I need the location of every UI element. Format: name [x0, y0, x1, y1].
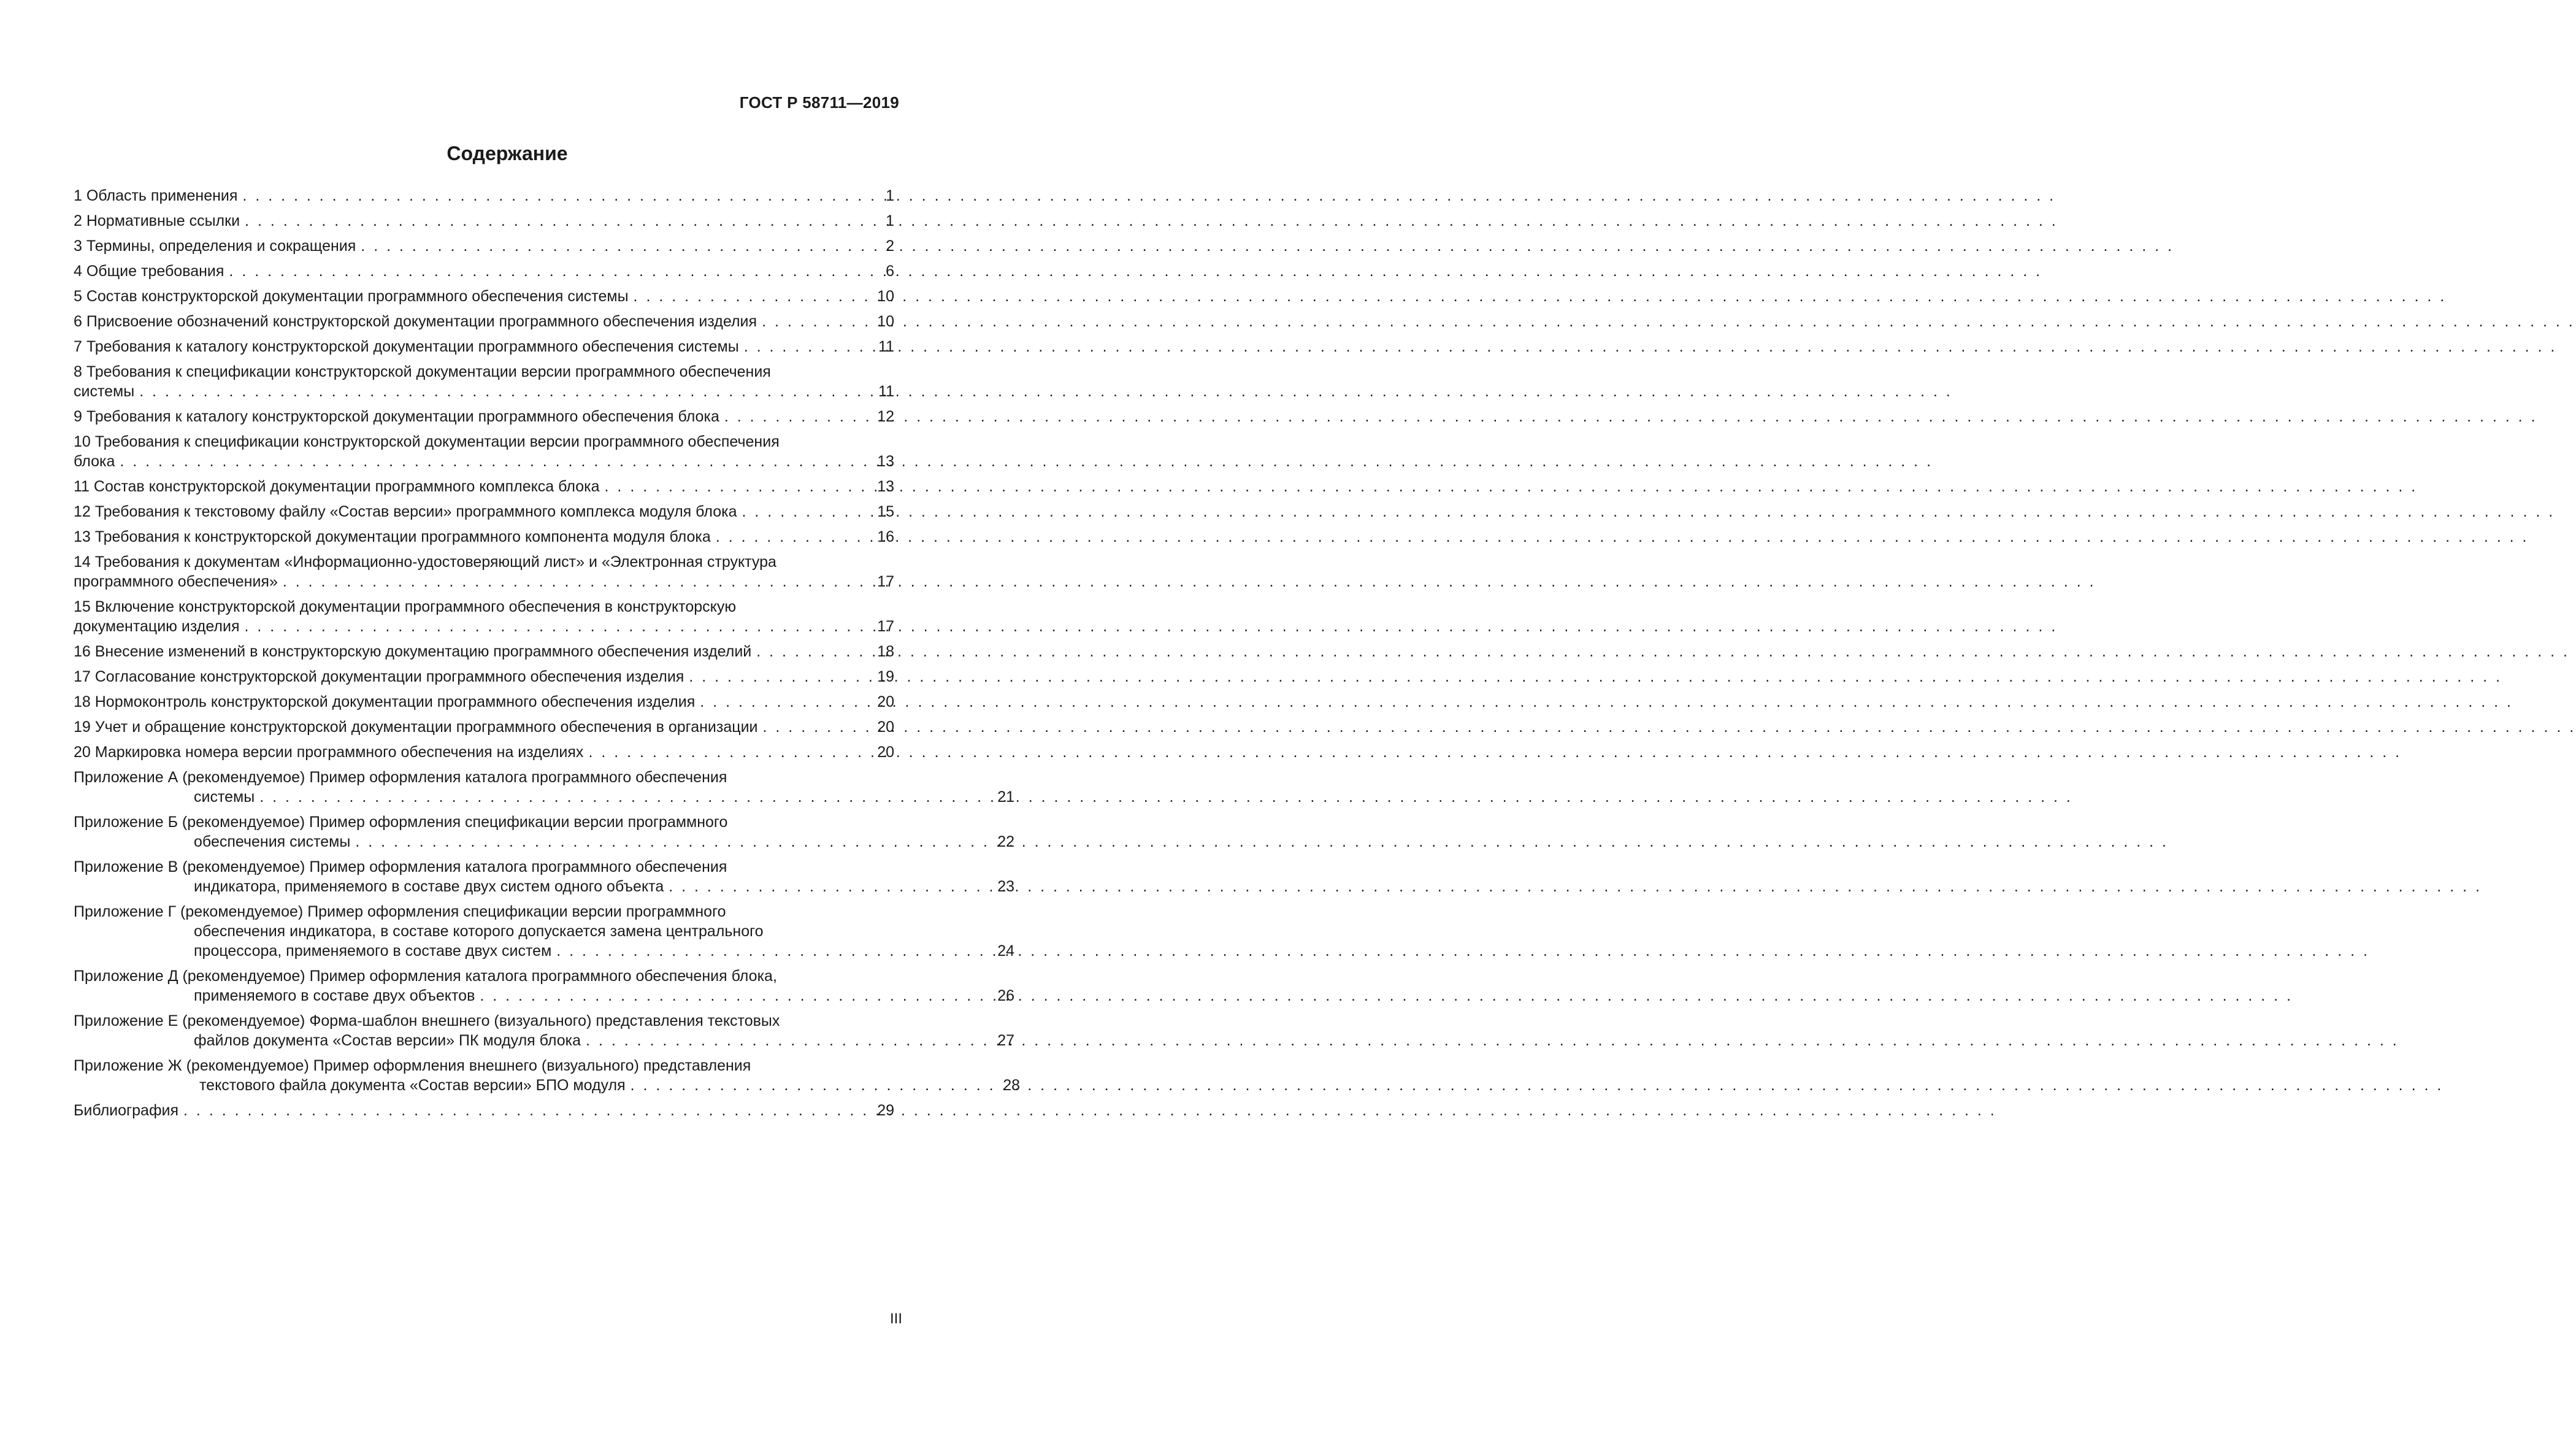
- leader-dots: [556, 941, 994, 961]
- toc-entry-14[interactable]: [74, 552, 894, 591]
- toc-entry-text-cont: системы: [74, 383, 135, 400]
- toc-entry-text-cont: блока: [74, 453, 115, 470]
- toc-bibliography[interactable]: [74, 1101, 894, 1120]
- toc-entry-text: 13 Требования к конструкторской документации программного компонента модуля блока: [74, 528, 711, 545]
- toc-annex-text-cont: файлов документа «Состав версии» ПК модуля блока: [194, 1032, 581, 1049]
- leader-dots: [631, 1075, 1000, 1095]
- toc-entry-text: 17 Согласование конструкторской документации программного обеспечения изделия: [74, 668, 684, 685]
- document-code: ГОСТ Р 58711—2019: [739, 93, 899, 112]
- toc-entry-5[interactable]: [74, 287, 894, 306]
- toc-annex-text: Приложение В (рекомендуемое) Пример оформления каталога программного обеспечения: [74, 858, 727, 875]
- toc-annex-text: Приложение Д (рекомендуемое) Пример оформления каталога программного обеспечения блока,: [74, 968, 777, 985]
- toc-entry-text: 7 Требования к каталогу конструкторской документации программного обеспечения системы: [74, 338, 739, 355]
- leader-dots: [700, 692, 873, 712]
- toc-entry-6[interactable]: [74, 312, 894, 331]
- toc-entry-text: 11 Состав конструкторской документации программного комплекса блока: [74, 478, 600, 495]
- leader-dots: [605, 477, 874, 496]
- toc-entry-13[interactable]: [74, 527, 894, 547]
- toc-entry-1[interactable]: [74, 186, 894, 206]
- toc-page-number: 10: [877, 313, 894, 330]
- toc-entry-text-cont: документацию изделия: [74, 618, 240, 635]
- leader-dots: [586, 1031, 994, 1050]
- toc-annex-text: Приложение А (рекомендуемое) Пример оформления каталога программного обеспечения: [74, 769, 727, 786]
- leader-dots: [724, 407, 873, 426]
- toc-annex-text-cont: обеспечения индикатора, в составе которого допускается замена центрального: [194, 923, 764, 940]
- toc-entry-7[interactable]: [74, 337, 894, 356]
- leader-dots: [716, 527, 873, 547]
- toc-page-number: 26: [997, 987, 1014, 1004]
- leader-dots: [361, 236, 882, 256]
- toc-entry-2[interactable]: [74, 211, 894, 231]
- leader-dots: [669, 877, 994, 896]
- toc-entry-18[interactable]: [74, 692, 894, 712]
- toc-annex-text: Приложение Г (рекомендуемое) Пример оформления спецификации версии программного: [74, 903, 726, 920]
- toc-entry-text: 3 Термины, определения и сокращения: [74, 237, 356, 255]
- toc-entry-15[interactable]: [74, 597, 894, 636]
- leader-dots: [762, 312, 873, 331]
- leader-dots: [120, 452, 873, 471]
- toc-entry-text: 1 Область применения: [74, 187, 238, 204]
- toc-annex-text-cont: применяемого в составе двух объектов: [194, 987, 475, 1004]
- toc-annex-d[interactable]: [74, 966, 1014, 1006]
- toc-annex-a[interactable]: [74, 768, 1014, 807]
- toc-page-number: 1: [886, 187, 894, 204]
- toc-entry-text: Библиография: [74, 1102, 179, 1119]
- toc-page-number: 10: [877, 288, 894, 305]
- toc-page-number: 15: [877, 503, 894, 520]
- leader-dots: [259, 787, 994, 807]
- leader-dots: [634, 287, 874, 306]
- toc-entry-12[interactable]: [74, 502, 894, 521]
- toc-annex-v[interactable]: [74, 857, 1014, 896]
- toc-annex-zh[interactable]: [74, 1056, 1020, 1095]
- page-number: III: [889, 1310, 902, 1327]
- leader-dots: [245, 211, 882, 231]
- leader-dots: [742, 502, 874, 521]
- toc-entry-text: 16 Внесение изменений в конструкторскую документацию программного обеспечения изделий: [74, 643, 752, 660]
- toc-page-number: 20: [877, 693, 894, 710]
- toc-entry-text: 2 Нормативные ссылки: [74, 212, 240, 229]
- toc-annex-text: Приложение Б (рекомендуемое) Пример оформления спецификации версии программного: [74, 814, 728, 831]
- leader-dots: [689, 667, 873, 687]
- leader-dots: [139, 382, 875, 401]
- toc-entry-20[interactable]: [74, 742, 894, 762]
- toc-page-number: 19: [877, 668, 894, 685]
- toc-entry-text: 14 Требования к документам «Информационно-удостоверяющий лист» и «Электронная структура: [74, 553, 776, 571]
- toc-entry-text: 6 Присвоение обозначений конструкторской документации программного обеспечения изделия: [74, 313, 757, 330]
- toc-entry-3[interactable]: [74, 236, 894, 256]
- toc-page-number: 18: [877, 643, 894, 660]
- toc-entry-16[interactable]: [74, 642, 894, 661]
- toc-page-number: 13: [877, 478, 894, 495]
- leader-dots: [245, 617, 874, 636]
- toc-page-number: 22: [997, 833, 1014, 850]
- toc-entry-text: 18 Нормоконтроль конструкторской документации программного обеспечения изделия: [74, 693, 696, 710]
- toc-page-number: 12: [877, 408, 894, 425]
- document-page: [0, 0, 1020, 1435]
- toc-page-number: 13: [877, 453, 894, 470]
- toc-entry-text: 9 Требования к каталогу конструкторской документации программного обеспечения блока: [74, 408, 719, 425]
- toc-page-number: 29: [877, 1102, 894, 1119]
- toc-annex-text: Приложение Ж (рекомендуемое) Пример оформления внешнего (визуального) представления: [74, 1057, 751, 1074]
- leader-dots: [355, 832, 994, 852]
- toc-entry-text: 20 Маркировка номера версии программного обеспечения на изделиях: [74, 744, 584, 761]
- toc-entry-8[interactable]: [74, 362, 894, 401]
- toc-annex-e[interactable]: [74, 1011, 1014, 1050]
- toc-annex-text-cont: системы: [194, 788, 255, 806]
- toc-annex-text-cont: обеспечения системы: [194, 833, 351, 850]
- toc-page-number: 11: [878, 383, 894, 400]
- toc-annex-text-cont: текстового файла документа «Состав версии» БПО модуля: [199, 1077, 626, 1094]
- toc-entry-text: 8 Требования к спецификации конструкторской документации версии программного обеспечения: [74, 363, 771, 380]
- toc-annex-text-cont: процессора, применяемого в составе двух систем: [194, 942, 552, 960]
- leader-dots: [283, 572, 873, 591]
- toc-entry-17[interactable]: [74, 667, 894, 687]
- toc-annex-text: Приложение Е (рекомендуемое) Форма-шаблон внешнего (визуального) представления текстовых: [74, 1012, 780, 1029]
- toc-entry-text: 19 Учет и обращение конструкторской документации программного обеспечения в организации: [74, 718, 758, 736]
- toc-page-number: 23: [997, 878, 1014, 895]
- toc-entry-text: 5 Состав конструкторской документации программного обеспечения системы: [74, 288, 629, 305]
- toc-page-number: 17: [877, 573, 894, 590]
- toc-page-number: 27: [997, 1032, 1014, 1049]
- toc-entry-10[interactable]: [74, 432, 894, 471]
- toc-page-number: 6: [886, 263, 894, 280]
- toc-entry-text-cont: программного обеспечения»: [74, 573, 278, 590]
- toc-entry-text: 10 Требования к спецификации конструкторской документации версии программного обеспечения: [74, 433, 780, 450]
- toc-annex-b[interactable]: [74, 812, 1014, 852]
- table-of-contents: [74, 186, 1020, 1126]
- leader-dots: [183, 1101, 873, 1120]
- toc-entry-11[interactable]: [74, 477, 894, 496]
- toc-page-number: 24: [997, 942, 1014, 960]
- toc-entry-text: 15 Включение конструкторской документации программного обеспечения в конструкторскую: [74, 598, 737, 615]
- toc-page-number: 20: [877, 718, 894, 736]
- toc-entry-4[interactable]: [74, 261, 894, 281]
- leader-dots: [242, 186, 882, 206]
- toc-page-number: 11: [878, 338, 894, 355]
- leader-dots: [756, 642, 873, 661]
- toc-page-number: 17: [877, 618, 894, 635]
- toc-title: Содержание: [447, 142, 568, 164]
- toc-page-number: 16: [877, 528, 894, 545]
- toc-page-number: 20: [877, 744, 894, 761]
- leader-dots: [763, 717, 874, 737]
- toc-entry-19[interactable]: [74, 717, 894, 737]
- toc-page-number: 1: [886, 212, 894, 229]
- toc-page-number: 28: [1003, 1077, 1020, 1094]
- leader-dots: [229, 261, 882, 281]
- leader-dots: [480, 986, 994, 1006]
- leader-dots: [744, 337, 875, 356]
- toc-annex-g[interactable]: [74, 902, 1014, 961]
- toc-annex-text-cont: индикатора, применяемого в составе двух систем одного объекта: [194, 878, 664, 895]
- leader-dots: [588, 742, 873, 762]
- toc-page-number: 2: [886, 237, 894, 255]
- toc-entry-9[interactable]: [74, 407, 894, 426]
- toc-page-number: 21: [997, 788, 1014, 806]
- toc-entry-text: 4 Общие требования: [74, 263, 224, 280]
- toc-entry-text: 12 Требования к текстовому файлу «Состав версии» программного комплекса модуля блока: [74, 503, 737, 520]
